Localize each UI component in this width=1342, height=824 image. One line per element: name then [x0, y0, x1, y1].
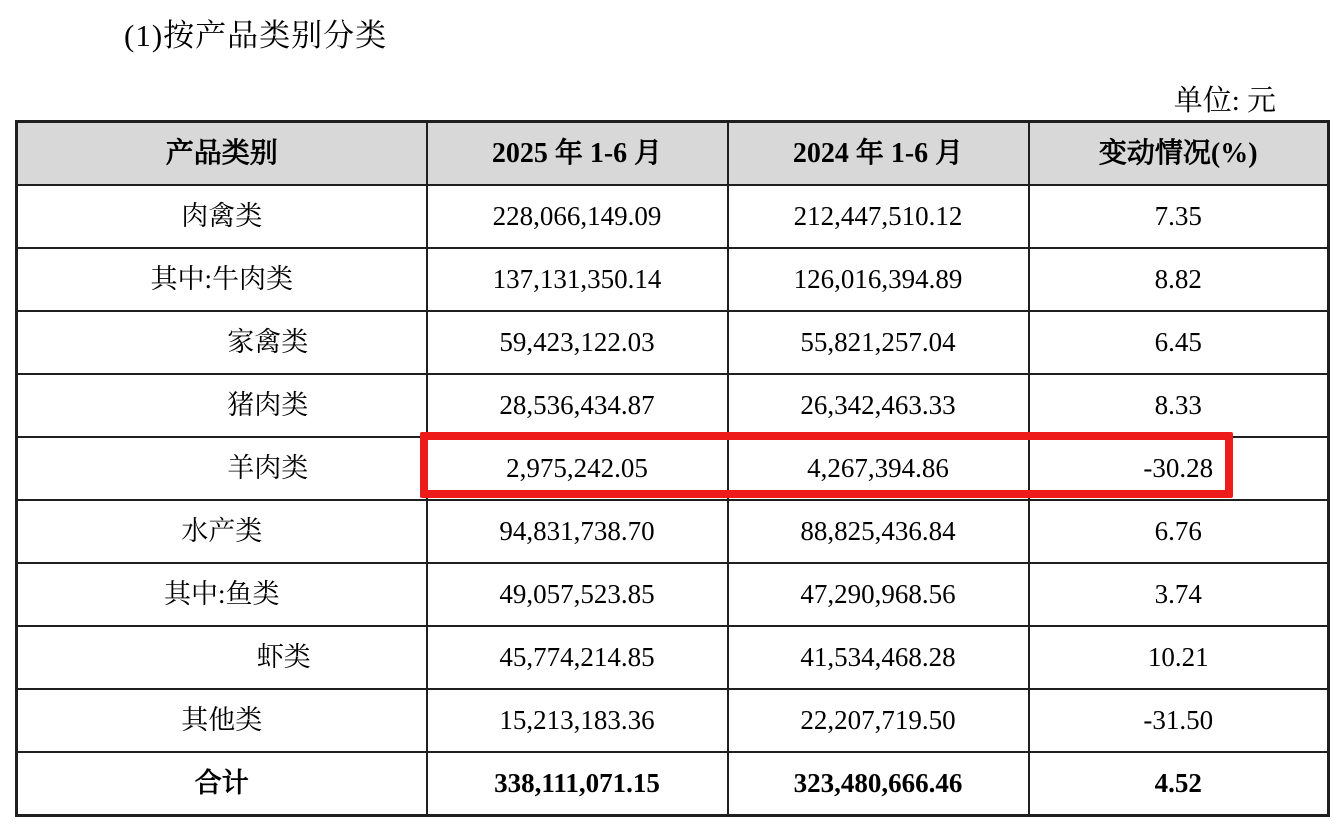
category-cell: 其中:牛肉类: [17, 248, 427, 311]
table-row-meat-poultry: [17, 185, 1329, 248]
value-2024-cell: 4,267,394.86: [728, 437, 1029, 500]
table-row-poultry: [17, 311, 1329, 374]
category-cell: 水产类: [17, 500, 427, 563]
table-row-pork: [17, 374, 1329, 437]
value-2024-cell: 126,016,394.89: [728, 248, 1029, 311]
category-cell: 其中:鱼类: [17, 563, 427, 626]
value-2024-cell: 26,342,463.33: [728, 374, 1029, 437]
header-row: [17, 122, 1329, 186]
category-cell: 虾类: [17, 626, 427, 689]
change-cell: 3.74: [1029, 563, 1329, 626]
change-cell: 10.21: [1029, 626, 1329, 689]
value-2024-cell: 47,290,968.56: [728, 563, 1029, 626]
category-cell: 其他类: [17, 689, 427, 752]
value-2025-cell: 59,423,122.03: [427, 311, 728, 374]
value-2024-cell: 41,534,468.28: [728, 626, 1029, 689]
value-2025-cell: 228,066,149.09: [427, 185, 728, 248]
column-header-2024: 2024 年 1-6 月: [728, 122, 1029, 186]
column-header-2025: 2025 年 1-6 月: [427, 122, 728, 186]
category-cell: 肉禽类: [17, 185, 427, 248]
value-2025-cell: 137,131,350.14: [427, 248, 728, 311]
table-row-aquatic: [17, 500, 1329, 563]
column-header-category: 产品类别: [17, 122, 427, 186]
value-2024-cell: 22,207,719.50: [728, 689, 1029, 752]
category-cell: 猪肉类: [17, 374, 427, 437]
section-title: (1)按产品类别分类: [124, 18, 388, 53]
category-cell: 羊肉类: [17, 437, 427, 500]
table-row-fish: [17, 563, 1329, 626]
table-row-total: [17, 752, 1329, 816]
category-cell: 合计: [17, 752, 427, 816]
value-2025-cell: 28,536,434.87: [427, 374, 728, 437]
change-cell: 6.76: [1029, 500, 1329, 563]
product-category-table: [15, 120, 1330, 817]
value-2025-cell: 15,213,183.36: [427, 689, 728, 752]
value-2025-cell: 338,111,071.15: [427, 752, 728, 816]
change-cell: 8.82: [1029, 248, 1329, 311]
change-cell: 6.45: [1029, 311, 1329, 374]
change-cell: 4.52: [1029, 752, 1329, 816]
table-row-other: [17, 689, 1329, 752]
table-row-shrimp: [17, 626, 1329, 689]
value-2024-cell: 212,447,510.12: [728, 185, 1029, 248]
change-cell: 7.35: [1029, 185, 1329, 248]
change-cell: -30.28: [1029, 437, 1329, 500]
category-cell: 家禽类: [17, 311, 427, 374]
change-cell: 8.33: [1029, 374, 1329, 437]
table-row-mutton: [17, 437, 1329, 500]
column-header-change: 变动情况(%): [1029, 122, 1329, 186]
value-2025-cell: 2,975,242.05: [427, 437, 728, 500]
table-row-beef: [17, 248, 1329, 311]
value-2025-cell: 94,831,738.70: [427, 500, 728, 563]
value-2024-cell: 88,825,436.84: [728, 500, 1029, 563]
value-2025-cell: 49,057,523.85: [427, 563, 728, 626]
value-2024-cell: 55,821,257.04: [728, 311, 1029, 374]
unit-label: 单位: 元: [1173, 85, 1276, 117]
value-2024-cell: 323,480,666.46: [728, 752, 1029, 816]
change-cell: -31.50: [1029, 689, 1329, 752]
value-2025-cell: 45,774,214.85: [427, 626, 728, 689]
